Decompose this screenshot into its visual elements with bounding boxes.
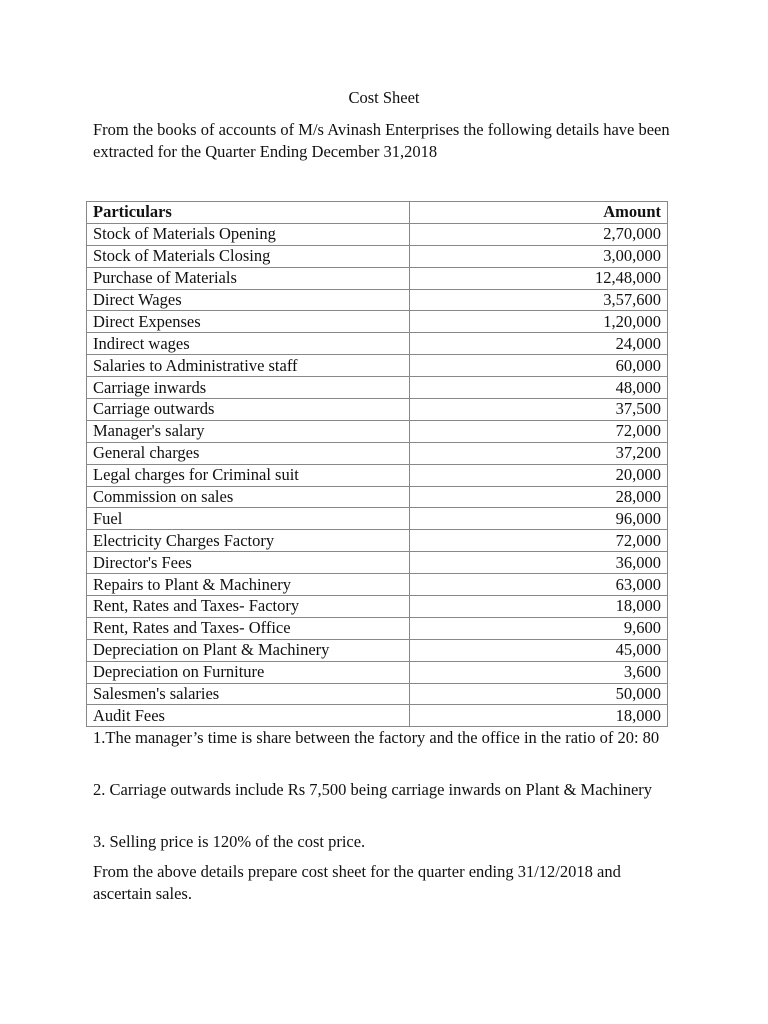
table-row [87,574,668,596]
table-row [87,530,668,552]
amount-cell: 37,200 [410,442,668,464]
amount-cell: 50,000 [410,683,668,705]
amount-cell: 28,000 [410,486,668,508]
particular-cell: Carriage outwards [87,399,410,421]
amount-cell: 48,000 [410,377,668,399]
table-row [87,552,668,574]
table-row [87,333,668,355]
amount-cell: 20,000 [410,464,668,486]
table-row [87,377,668,399]
particular-cell: Purchase of Materials [87,267,410,289]
table-row [87,705,668,727]
table-row [87,464,668,486]
particular-cell: Electricity Charges Factory [87,530,410,552]
amount-cell: 18,000 [410,705,668,727]
table-row [87,399,668,421]
table-row [87,617,668,639]
amount-cell: 24,000 [410,333,668,355]
amount-cell: 72,000 [410,530,668,552]
intro-paragraph: From the books of accounts of M/s Avinash Enterprises the following details have been extracted for the Quarter Ending December 31,2018 [93,120,670,161]
table-row [87,661,668,683]
particular-cell: Legal charges for Criminal suit [87,464,410,486]
note-3: 3. Selling price is 120% of the cost price. [93,832,366,851]
table-row [87,486,668,508]
table-row [87,683,668,705]
amount-cell: 60,000 [410,355,668,377]
instruction: From the above details prepare cost sheet for the quarter ending 31/12/2018 and ascertain sales. [93,862,621,903]
table-row [87,245,668,267]
header-amount: Amount [410,202,668,224]
particular-cell: Salaries to Administrative staff [87,355,410,377]
amount-cell: 72,000 [410,420,668,442]
header-particulars: Particulars [87,202,410,224]
table-row [87,267,668,289]
amount-cell: 2,70,000 [410,223,668,245]
table-row [87,355,668,377]
note-1: 1.The manager’s time is share between the factory and the office in the ratio of 20: 80 [93,728,660,747]
amount-cell: 18,000 [410,596,668,618]
amount-cell: 36,000 [410,552,668,574]
particular-cell: Salesmen's salaries [87,683,410,705]
table-row [87,508,668,530]
particular-cell: Depreciation on Furniture [87,661,410,683]
amount-cell: 12,48,000 [410,267,668,289]
amount-cell: 63,000 [410,574,668,596]
note-2: 2. Carriage outwards include Rs 7,500 being carriage inwards on Plant & Machinery [93,780,653,799]
amount-cell: 1,20,000 [410,311,668,333]
particular-cell: Stock of Materials Opening [87,223,410,245]
particular-cell: Carriage inwards [87,377,410,399]
particular-cell: Commission on sales [87,486,410,508]
amount-cell: 3,57,600 [410,289,668,311]
particular-cell: Stock of Materials Closing [87,245,410,267]
particular-cell: Indirect wages [87,333,410,355]
table-row [87,596,668,618]
table-row [87,223,668,245]
amount-cell: 37,500 [410,399,668,421]
table-row [87,639,668,661]
particular-cell: Rent, Rates and Taxes- Factory [87,596,410,618]
table-row [87,311,668,333]
table-header-row [87,202,668,224]
document-title: Cost Sheet [348,88,420,107]
cost-table [86,201,668,727]
amount-cell: 3,00,000 [410,245,668,267]
particular-cell: Fuel [87,508,410,530]
amount-cell: 96,000 [410,508,668,530]
amount-cell: 45,000 [410,639,668,661]
particular-cell: Director's Fees [87,552,410,574]
amount-cell: 3,600 [410,661,668,683]
particular-cell: Direct Expenses [87,311,410,333]
particular-cell: Repairs to Plant & Machinery [87,574,410,596]
particular-cell: Audit Fees [87,705,410,727]
table-row [87,289,668,311]
table-row [87,420,668,442]
particular-cell: Depreciation on Plant & Machinery [87,639,410,661]
table-row [87,442,668,464]
amount-cell: 9,600 [410,617,668,639]
particular-cell: General charges [87,442,410,464]
particular-cell: Rent, Rates and Taxes- Office [87,617,410,639]
particular-cell: Direct Wages [87,289,410,311]
particular-cell: Manager's salary [87,420,410,442]
